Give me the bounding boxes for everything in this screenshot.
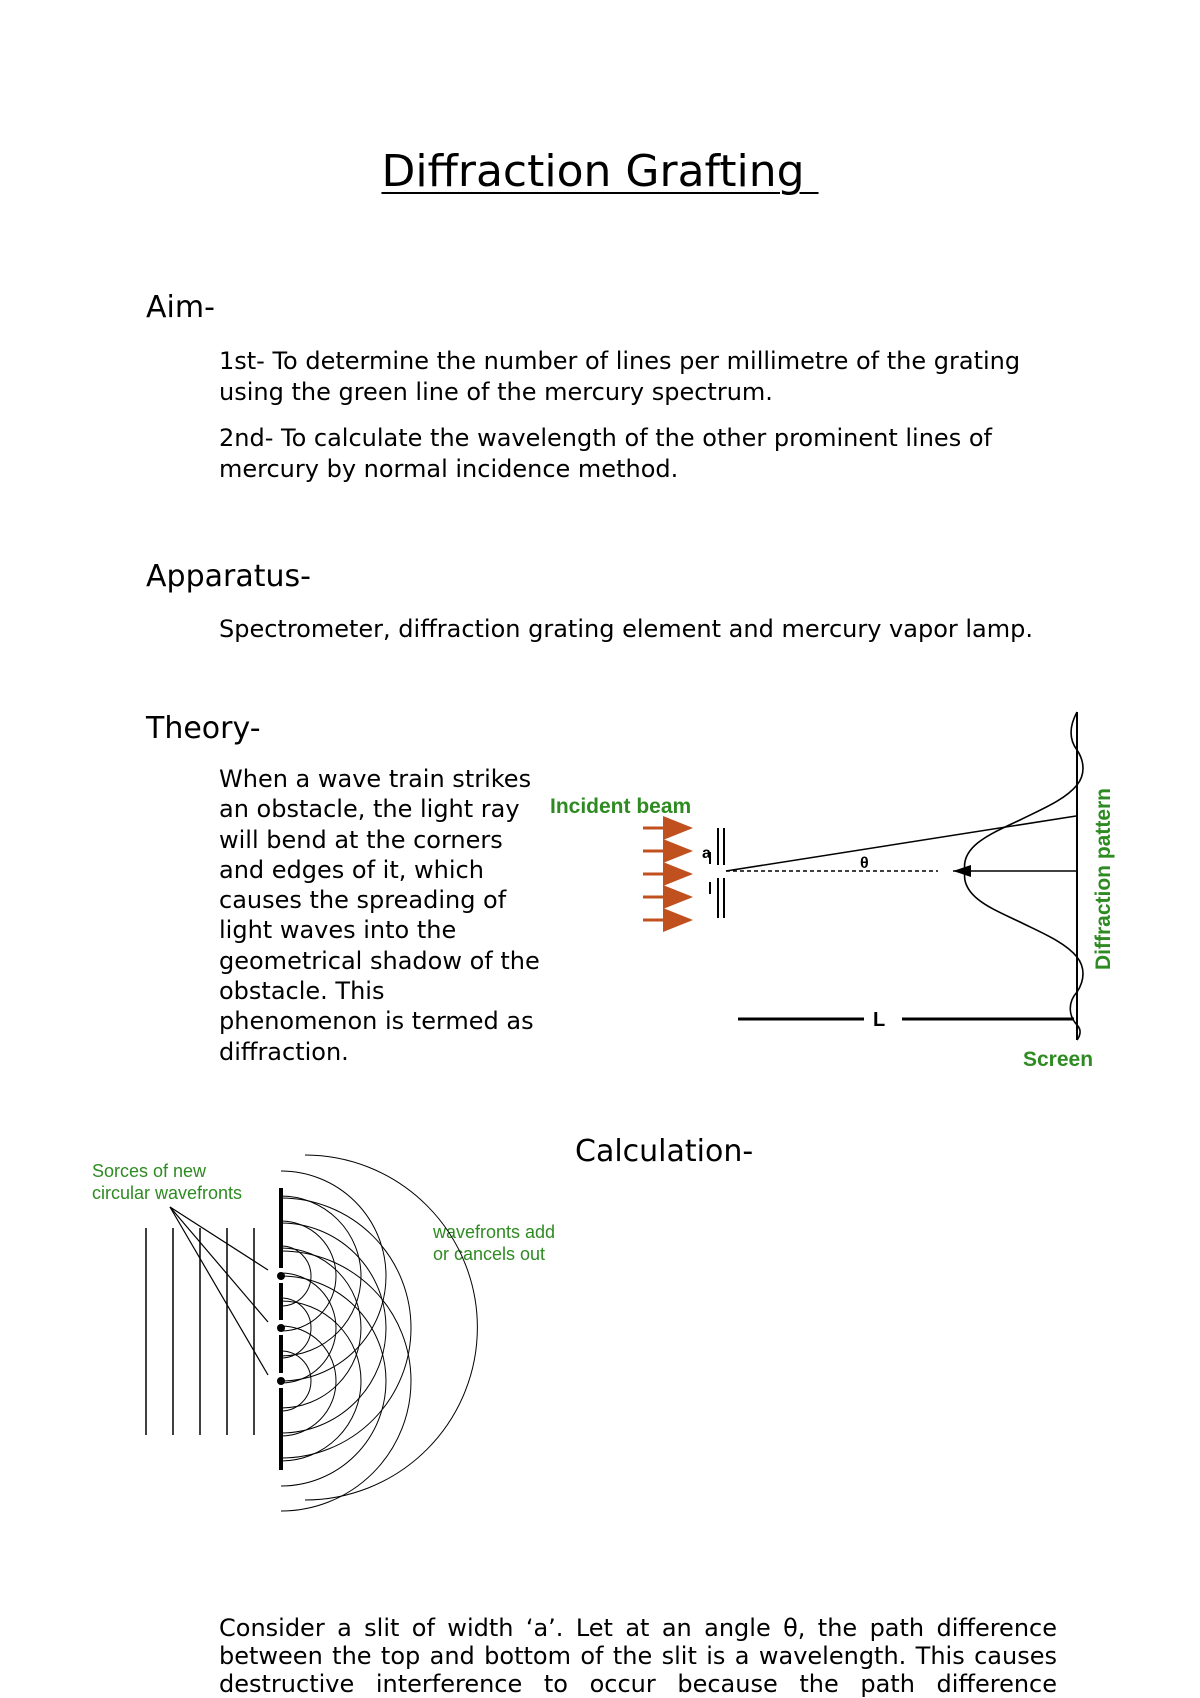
calculation-heading: Calculation- <box>575 1134 754 1169</box>
theta-label: θ <box>860 855 869 872</box>
intensity-curve <box>965 712 1083 1040</box>
theory-heading: Theory- <box>146 711 261 746</box>
theory-text: When a wave train strikes an obstacle, the light ray will bend at the corners and edges of it, which causes the spreading of light waves into the geometrical shadow of the obstacle. This phenomenon is termed as diffraction. <box>219 765 540 1066</box>
aim-item-1: 1st- To determine the number of lines per millimetre of the grating using the green line of the mercury spectrum. <box>219 347 1021 406</box>
wavefronts-label-line1: wavefronts add <box>433 1222 556 1242</box>
sources-label-line1: Sorces of new <box>92 1161 207 1181</box>
incident-beam-label: Incident beam <box>550 795 692 818</box>
circular-wavefronts <box>281 1155 477 1511</box>
diffraction-ray <box>726 816 1076 871</box>
wavefronts-label-line2: or cancels out <box>433 1244 546 1264</box>
bottom-line-1: Consider a slit of width ‘a’. Let at an angle θ, the path difference <box>219 1614 1057 1642</box>
aim-item-2: 2nd- To calculate the wavelength of the other prominent lines of mercury by normal incidence method. <box>219 424 992 483</box>
bottom-paragraph <box>219 1614 1057 1698</box>
slit <box>710 828 724 918</box>
apparatus-text: Spectrometer, diffraction grating element and mercury vapor lamp. <box>219 615 1033 643</box>
diffraction-pattern-label: Diffraction pattern <box>1092 787 1115 970</box>
diffraction-diagram <box>540 705 1140 1075</box>
wavefront-diagram <box>80 1150 600 1520</box>
bottom-line-3: destructive interference to occur because the path difference <box>219 1670 1057 1698</box>
screen-label: Screen <box>1023 1048 1094 1071</box>
slit-width-label: a <box>702 845 711 862</box>
page-title: Diffraction Grafting <box>381 146 819 197</box>
aim-heading: Aim- <box>146 290 215 325</box>
bottom-line-2: between the top and bottom of the slit is a wavelength. This causes <box>219 1642 1057 1670</box>
distance-label: L <box>873 1009 886 1031</box>
apparatus-heading: Apparatus- <box>146 559 311 594</box>
incident-arrows <box>643 828 690 920</box>
sources-label-line2: circular wavefronts <box>92 1183 243 1203</box>
